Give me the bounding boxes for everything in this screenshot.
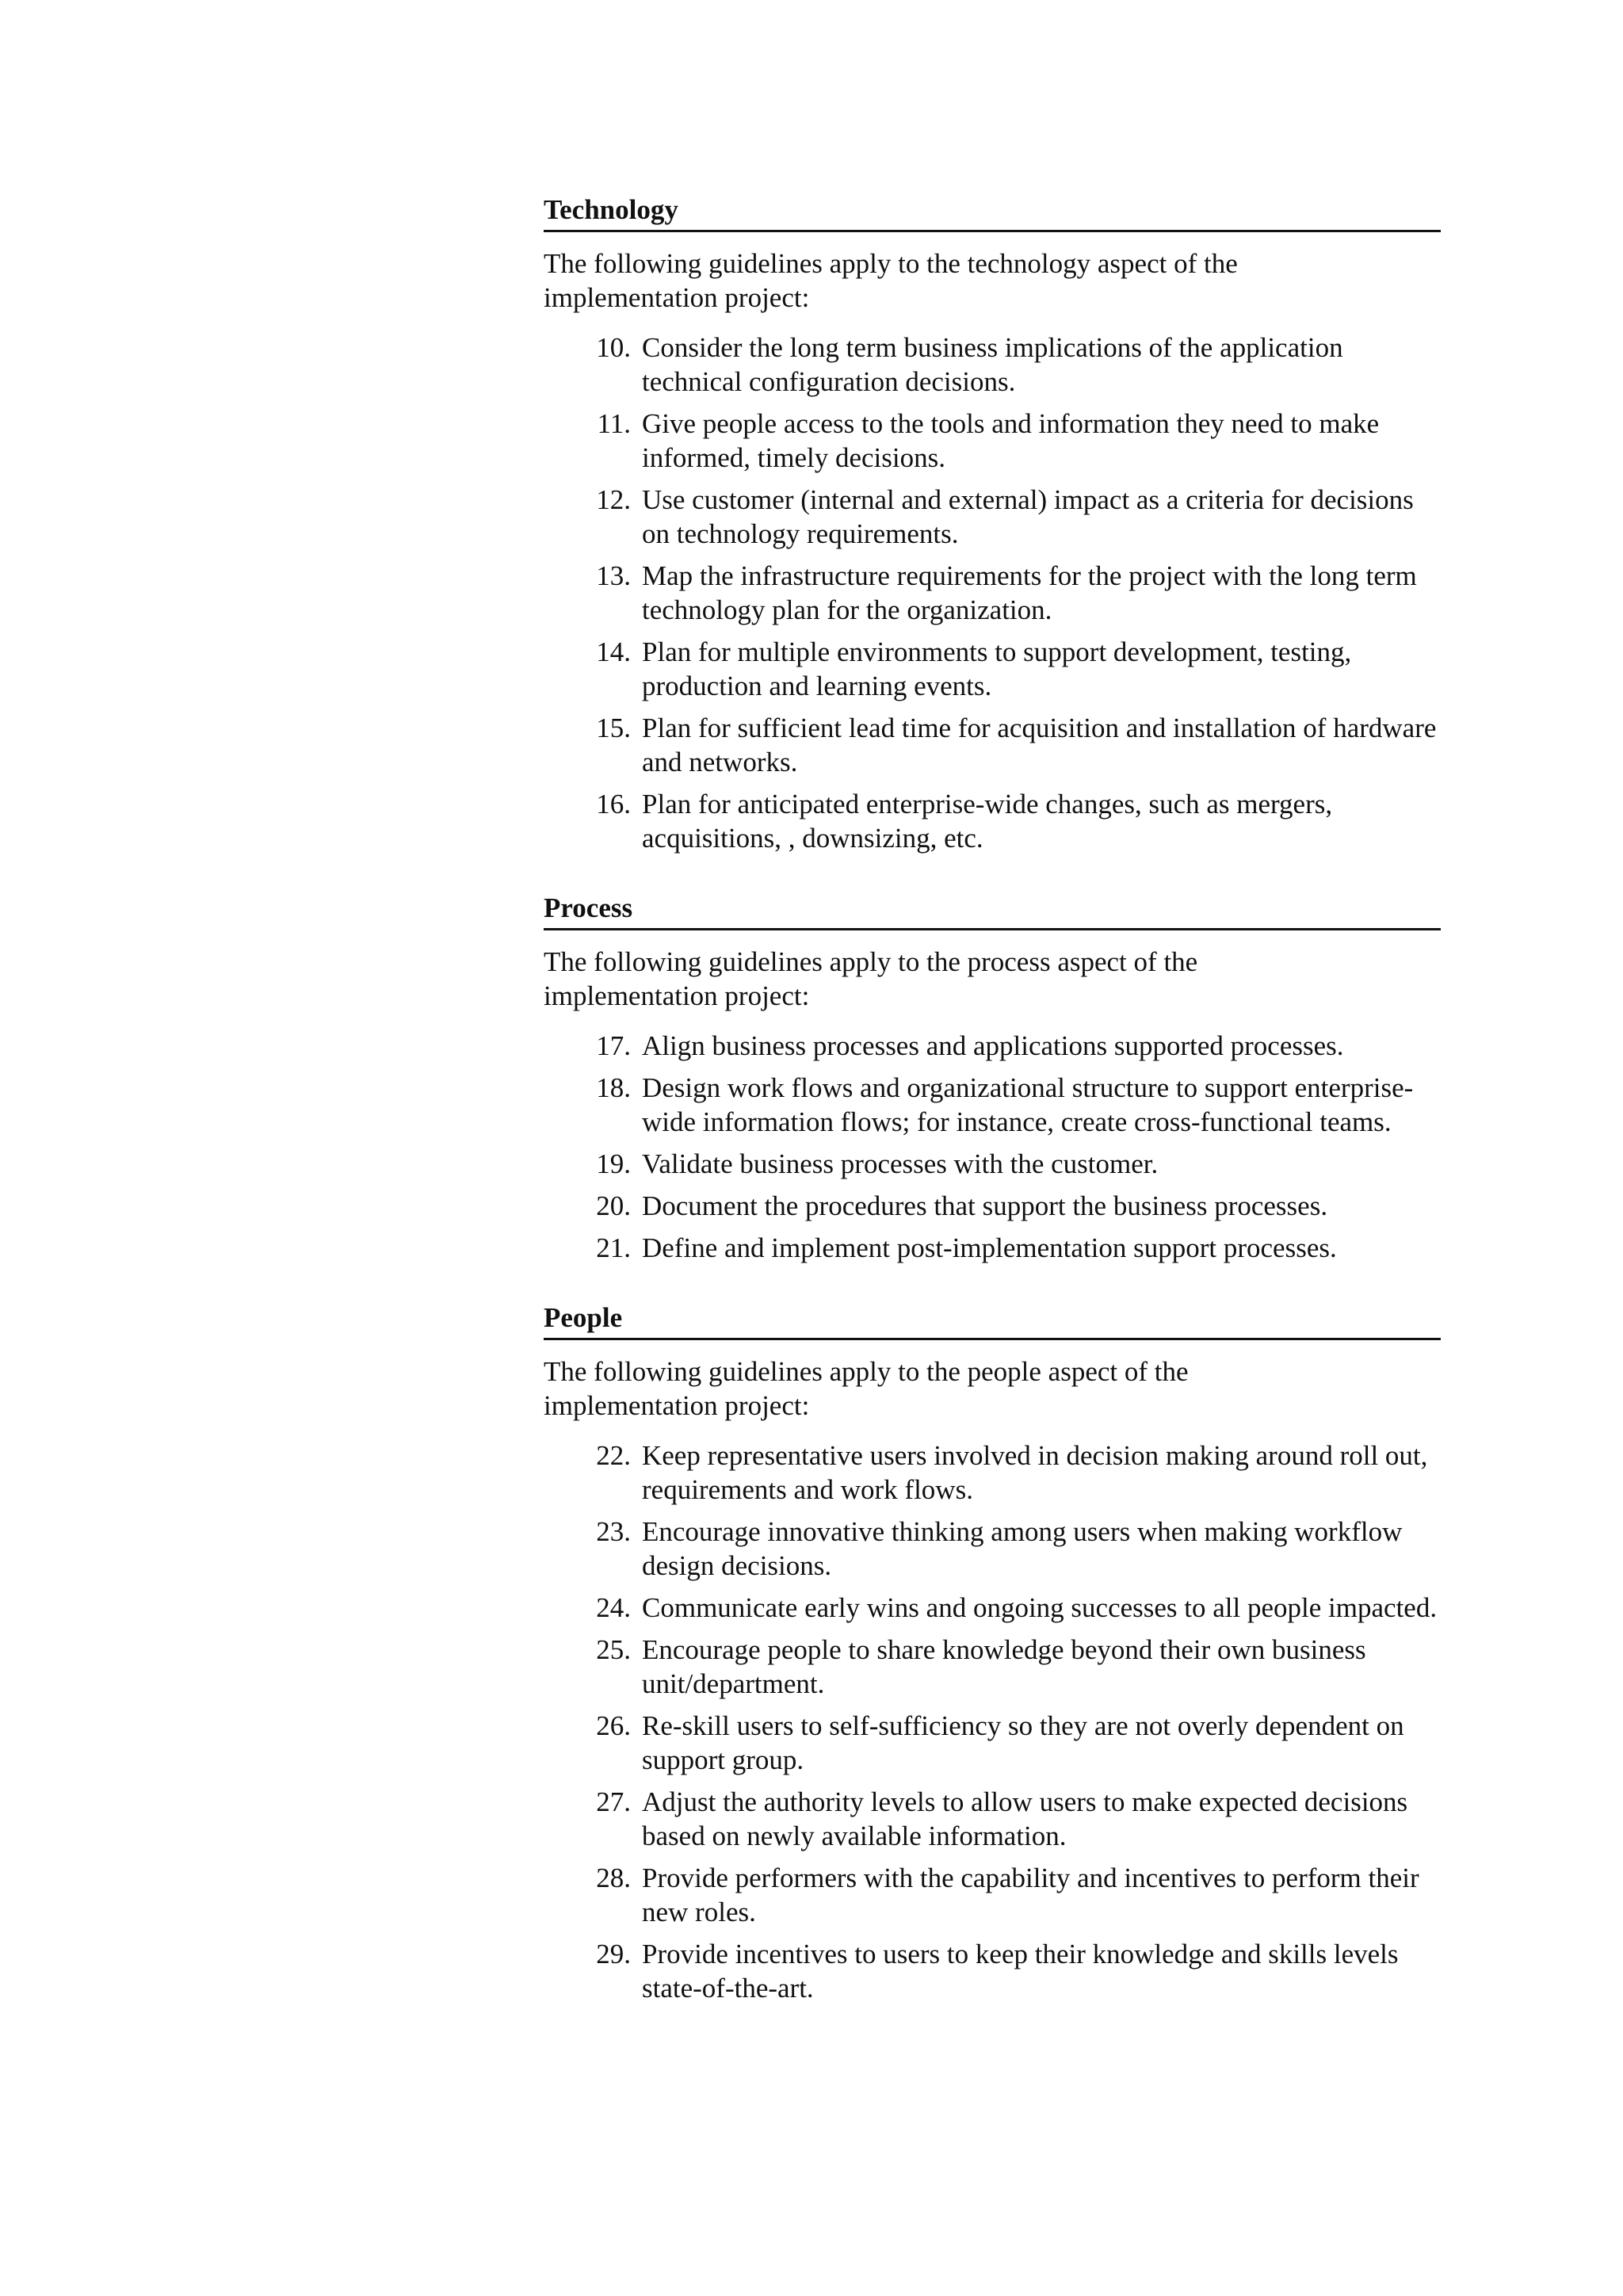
guideline-item [544, 1633, 1441, 1701]
technology-section [544, 193, 1441, 855]
guideline-item [544, 1591, 1441, 1625]
guideline-number: 20. [596, 1190, 631, 1221]
guideline-list [544, 1438, 1441, 2005]
guideline-number: 28. [596, 1862, 631, 1893]
guideline-text: Keep representative users involved in decision making around roll out, requirements and work flows. [642, 1440, 1428, 1505]
guideline-item [544, 1785, 1441, 1853]
document-page [544, 193, 1441, 2013]
section-heading: Technology [544, 193, 1441, 232]
guideline-text: Design work flows and organizational structure to support enterprise-wide information flows; for instance, create cross-functional teams. [642, 1072, 1414, 1137]
guideline-number: 24. [596, 1592, 631, 1623]
guideline-text: Plan for anticipated enterprise-wide changes, such as mergers, acquisitions, , downsizing, etc. [642, 789, 1333, 854]
guideline-text: Define and implement post-implementation support processes. [642, 1232, 1337, 1263]
guideline-item [544, 1071, 1441, 1139]
guideline-number: 27. [596, 1786, 631, 1817]
guideline-number: 26. [596, 1710, 631, 1741]
guideline-number: 22. [596, 1440, 631, 1471]
section-intro: The following guidelines apply to the process aspect of the implementation project: [544, 946, 1198, 1011]
guideline-item [544, 1438, 1441, 1507]
guideline-text: Provide incentives to users to keep their knowledge and skills levels state-of-the-art. [642, 1939, 1399, 2004]
guideline-number: 10. [596, 332, 631, 363]
guideline-text: Plan for sufficient lead time for acquisition and installation of hardware and networks. [642, 712, 1437, 777]
guideline-number: 12. [596, 484, 631, 515]
guideline-item [544, 330, 1441, 399]
guideline-item [544, 559, 1441, 627]
guideline-number: 18. [596, 1072, 631, 1103]
guideline-number: 13. [596, 560, 631, 591]
guideline-text: Validate business processes with the customer. [642, 1148, 1159, 1179]
guideline-item [544, 1937, 1441, 2005]
guideline-text: Align business processes and applications supported processes. [642, 1030, 1344, 1061]
guideline-number: 16. [596, 789, 631, 819]
guideline-text: Give people access to the tools and information they need to make informed, timely decisions. [642, 408, 1380, 473]
guideline-number: 21. [596, 1232, 631, 1263]
section-intro: The following guidelines apply to the people aspect of the implementation project: [544, 1356, 1189, 1421]
guideline-number: 23. [596, 1516, 631, 1547]
guideline-number: 29. [596, 1939, 631, 1969]
guideline-number: 25. [596, 1634, 631, 1665]
process-section [544, 892, 1441, 1265]
guideline-number: 15. [596, 712, 631, 743]
guideline-text: Plan for multiple environments to support development, testing, production and learning events. [642, 636, 1352, 701]
people-section [544, 1301, 1441, 2005]
guideline-text: Communicate early wins and ongoing successes to all people impacted. [642, 1592, 1438, 1623]
guideline-text: Encourage innovative thinking among users when making workflow design decisions. [642, 1516, 1403, 1581]
guideline-item [544, 1515, 1441, 1583]
section-intro: The following guidelines apply to the technology aspect of the implementation project: [544, 248, 1238, 313]
guideline-number: 17. [596, 1030, 631, 1061]
guideline-item [544, 1231, 1441, 1265]
guideline-item [544, 1029, 1441, 1063]
guideline-text: Adjust the authority levels to allow users to make expected decisions based on newly available information. [642, 1786, 1408, 1851]
guideline-list [544, 330, 1441, 855]
guideline-item [544, 1861, 1441, 1929]
guideline-list [544, 1029, 1441, 1265]
guideline-number: 11. [597, 408, 631, 439]
guideline-item [544, 1147, 1441, 1181]
guideline-item [544, 1189, 1441, 1223]
guideline-number: 19. [596, 1148, 631, 1179]
guideline-item [544, 635, 1441, 703]
section-heading: Process [544, 892, 1441, 930]
guideline-text: Use customer (internal and external) impact as a criteria for decisions on technology requirements. [642, 484, 1414, 549]
guideline-text: Encourage people to share knowledge beyond their own business unit/department. [642, 1634, 1366, 1699]
guideline-text: Provide performers with the capability and incentives to perform their new roles. [642, 1862, 1419, 1927]
guideline-item [544, 1709, 1441, 1777]
guideline-text: Re-skill users to self-sufficiency so they are not overly dependent on support group. [642, 1710, 1404, 1775]
guideline-text: Consider the long term business implications of the application technical configuration decisions. [642, 332, 1343, 397]
guideline-item [544, 407, 1441, 475]
guideline-item [544, 711, 1441, 779]
section-heading: People [544, 1301, 1441, 1340]
guideline-item [544, 787, 1441, 855]
guideline-number: 14. [596, 636, 631, 667]
guideline-text: Document the procedures that support the business processes. [642, 1190, 1328, 1221]
guideline-text: Map the infrastructure requirements for the project with the long term technology plan for the organization. [642, 560, 1417, 625]
guideline-item [544, 483, 1441, 551]
